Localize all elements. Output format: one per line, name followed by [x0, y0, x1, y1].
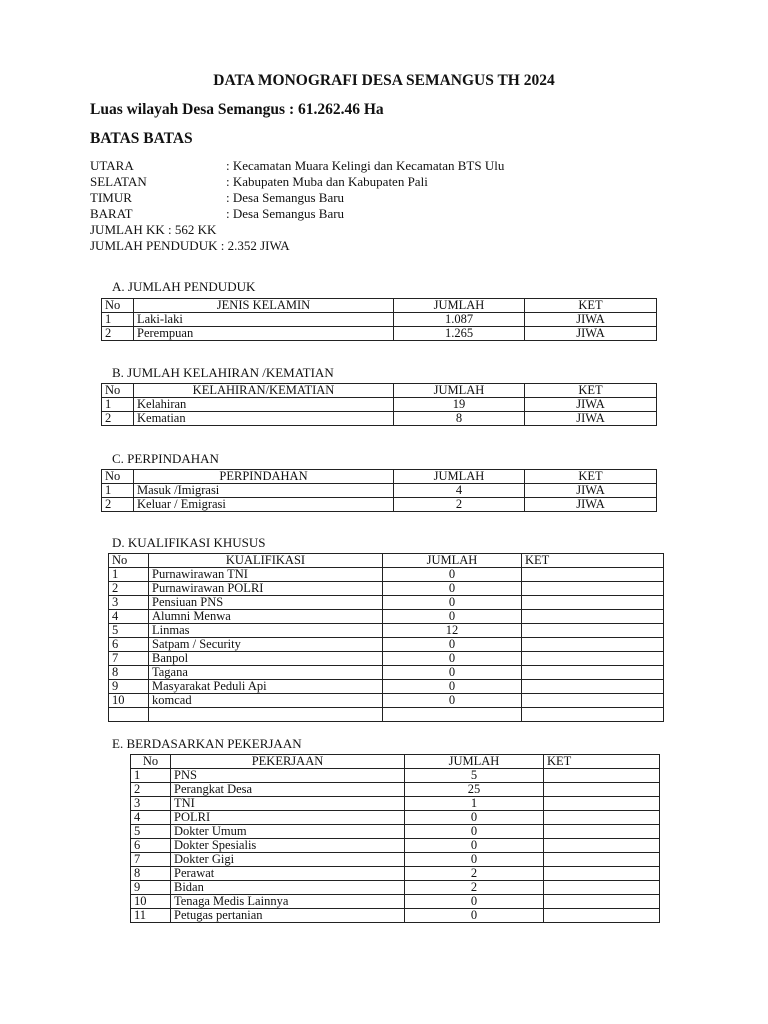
cell-category: Dokter Spesialis [171, 839, 405, 853]
cell-note [544, 783, 660, 797]
cell-category: Keluar / Emigrasi [134, 498, 394, 512]
cell-category: komcad [149, 694, 383, 708]
cell-no: 2 [109, 582, 149, 596]
header-no: No [102, 384, 134, 398]
section-d-title: D. KUALIFIKASI KHUSUS [112, 535, 266, 550]
cell-category: PNS [171, 769, 405, 783]
cell-no: 7 [131, 853, 171, 867]
table-row [102, 398, 657, 412]
cell-no: 5 [109, 624, 149, 638]
cell-category: Tagana [149, 666, 383, 680]
cell-note [544, 839, 660, 853]
cell-category: Dokter Umum [171, 825, 405, 839]
table-header-row [102, 299, 657, 313]
table-row [109, 694, 664, 708]
cell-note [522, 652, 664, 666]
cell-count: 1.265 [394, 327, 525, 341]
cell-note [522, 624, 664, 638]
table-row [131, 797, 660, 811]
cell-note [544, 909, 660, 923]
cell-no: 2 [102, 412, 134, 426]
cell-count: 2 [405, 867, 544, 881]
cell-note [522, 582, 664, 596]
table-row [109, 582, 664, 596]
cell-count: 0 [383, 596, 522, 610]
cell-category: Purnawirawan POLRI [149, 582, 383, 596]
table-row [131, 881, 660, 895]
cell-count: 0 [383, 610, 522, 624]
cell-category: Petugas pertanian [171, 909, 405, 923]
cell-count: 4 [394, 484, 525, 498]
cell-category: Perempuan [134, 327, 394, 341]
cell-count: 0 [383, 652, 522, 666]
header-category: PEKERJAAN [171, 755, 405, 769]
cell-note [544, 853, 660, 867]
cell-note: JIWA [525, 498, 657, 512]
boundary-label: SELATAN [90, 174, 147, 189]
cell-no: 4 [131, 811, 171, 825]
header-count: JUMLAH [394, 299, 525, 313]
special-qualification-table [108, 553, 664, 722]
cell-count: 0 [383, 694, 522, 708]
cell-count: 0 [383, 568, 522, 582]
cell-note [544, 811, 660, 825]
section-a-title: A. JUMLAH PENDUDUK [112, 279, 256, 294]
cell-no: 6 [109, 638, 149, 652]
cell-category: TNI [171, 797, 405, 811]
header-category: JENIS KELAMIN [134, 299, 394, 313]
header-count: JUMLAH [383, 554, 522, 568]
household-count: JUMLAH KK : 562 KK [90, 222, 217, 237]
cell-note [522, 610, 664, 624]
table-row [109, 638, 664, 652]
cell-no: 7 [109, 652, 149, 666]
cell-no: 2 [102, 498, 134, 512]
table-row [109, 624, 664, 638]
cell-count: 25 [405, 783, 544, 797]
occupation-table [130, 754, 660, 923]
boundary-label: BARAT [90, 206, 133, 221]
cell-no: 4 [109, 610, 149, 624]
boundary-label: UTARA [90, 158, 134, 173]
cell-count: 12 [383, 624, 522, 638]
table-row [131, 769, 660, 783]
table-row [131, 909, 660, 923]
cell-count: 2 [405, 881, 544, 895]
cell-count: 8 [394, 412, 525, 426]
cell-count: 0 [383, 582, 522, 596]
header-count: JUMLAH [394, 384, 525, 398]
cell-count: 2 [394, 498, 525, 512]
boundary-value: : Desa Semangus Baru [226, 206, 345, 221]
table-header-row [102, 470, 657, 484]
header-note: KET [525, 384, 657, 398]
table-row [109, 708, 664, 722]
section-b-title: B. JUMLAH KELAHIRAN /KEMATIAN [112, 365, 334, 380]
cell-category: Banpol [149, 652, 383, 666]
table-row [131, 825, 660, 839]
cell-category: Kematian [134, 412, 394, 426]
header-no: No [102, 470, 134, 484]
cell-category: Laki-laki [134, 313, 394, 327]
cell-note [544, 867, 660, 881]
birth-death-table [101, 383, 657, 426]
table-row [109, 680, 664, 694]
table-row [109, 568, 664, 582]
cell-category: Tenaga Medis Lainnya [171, 895, 405, 909]
table-row [102, 412, 657, 426]
cell-no: 1 [102, 313, 134, 327]
cell-no: 5 [131, 825, 171, 839]
cell-count: 1 [405, 797, 544, 811]
table-row [131, 839, 660, 853]
cell-count: 0 [405, 825, 544, 839]
cell-no: 2 [131, 783, 171, 797]
cell-note [522, 568, 664, 582]
table-row [131, 867, 660, 881]
document-title: DATA MONOGRAFI DESA SEMANGUS TH 2024 [213, 72, 555, 89]
header-category: KELAHIRAN/KEMATIAN [134, 384, 394, 398]
cell-note [544, 895, 660, 909]
cell-count: 0 [405, 811, 544, 825]
cell-category: Bidan [171, 881, 405, 895]
cell-count: 0 [405, 853, 544, 867]
cell-category: Linmas [149, 624, 383, 638]
header-no: No [131, 755, 171, 769]
cell-note [544, 769, 660, 783]
cell-count: 1.087 [394, 313, 525, 327]
cell-category: Dokter Gigi [171, 853, 405, 867]
cell-count: 0 [405, 909, 544, 923]
table-row [102, 327, 657, 341]
cell-count: 19 [394, 398, 525, 412]
cell-note: JIWA [525, 313, 657, 327]
header-note: KET [525, 299, 657, 313]
cell-note [544, 881, 660, 895]
cell-category: Pensiuan PNS [149, 596, 383, 610]
cell-note [544, 797, 660, 811]
table-row [131, 811, 660, 825]
cell-note: JIWA [525, 412, 657, 426]
table-row [109, 596, 664, 610]
table-row [109, 610, 664, 624]
cell-no: 10 [109, 694, 149, 708]
cell-note [522, 694, 664, 708]
cell-count: 0 [405, 839, 544, 853]
table-row [131, 895, 660, 909]
cell-no: 1 [131, 769, 171, 783]
cell-count [383, 708, 522, 722]
table-row [102, 313, 657, 327]
section-c-title: C. PERPINDAHAN [112, 451, 219, 466]
table-row [109, 666, 664, 680]
cell-no: 8 [131, 867, 171, 881]
header-category: PERPINDAHAN [134, 470, 394, 484]
cell-note [522, 638, 664, 652]
header-count: JUMLAH [405, 755, 544, 769]
population-count: JUMLAH PENDUDUK : 2.352 JIWA [90, 238, 290, 253]
cell-category: Purnawirawan TNI [149, 568, 383, 582]
header-category: KUALIFIKASI [149, 554, 383, 568]
cell-category: Masuk /Imigrasi [134, 484, 394, 498]
cell-no: 10 [131, 895, 171, 909]
cell-note [522, 680, 664, 694]
table-header-row [109, 554, 664, 568]
table-row [131, 853, 660, 867]
cell-category: Kelahiran [134, 398, 394, 412]
cell-no: 1 [102, 398, 134, 412]
cell-category: Alumni Menwa [149, 610, 383, 624]
section-e-title: E. BERDASARKAN PEKERJAAN [112, 736, 302, 751]
cell-note: JIWA [525, 327, 657, 341]
header-note: KET [544, 755, 660, 769]
boundary-label: TIMUR [90, 190, 132, 205]
cell-count: 0 [383, 666, 522, 680]
cell-category: Masyarakat Peduli Api [149, 680, 383, 694]
header-note: KET [525, 470, 657, 484]
table-header-row [131, 755, 660, 769]
cell-no: 9 [131, 881, 171, 895]
cell-no: 1 [102, 484, 134, 498]
cell-no: 6 [131, 839, 171, 853]
cell-note [544, 825, 660, 839]
cell-note [522, 708, 664, 722]
cell-no: 3 [131, 797, 171, 811]
cell-category: Satpam / Security [149, 638, 383, 652]
cell-category [149, 708, 383, 722]
boundary-value: : Kabupaten Muba dan Kabupaten Pali [226, 174, 428, 189]
table-row [109, 652, 664, 666]
cell-count: 0 [383, 680, 522, 694]
cell-category: Perangkat Desa [171, 783, 405, 797]
cell-note [522, 666, 664, 680]
boundary-value: : Kecamatan Muara Kelingi dan Kecamatan BTS Ulu [226, 158, 505, 173]
cell-no: 2 [102, 327, 134, 341]
boundaries-heading: BATAS BATAS [90, 130, 193, 147]
table-row [131, 783, 660, 797]
cell-no [109, 708, 149, 722]
cell-no: 3 [109, 596, 149, 610]
header-note: KET [522, 554, 664, 568]
cell-no: 9 [109, 680, 149, 694]
cell-no: 8 [109, 666, 149, 680]
table-row [102, 484, 657, 498]
cell-note: JIWA [525, 398, 657, 412]
cell-category: POLRI [171, 811, 405, 825]
cell-note: JIWA [525, 484, 657, 498]
cell-category: Perawat [171, 867, 405, 881]
boundary-value: : Desa Semangus Baru [226, 190, 345, 205]
cell-count: 0 [383, 638, 522, 652]
cell-no: 1 [109, 568, 149, 582]
cell-no: 11 [131, 909, 171, 923]
header-no: No [109, 554, 149, 568]
migration-table [101, 469, 657, 512]
header-count: JUMLAH [394, 470, 525, 484]
cell-count: 5 [405, 769, 544, 783]
population-table [101, 298, 657, 341]
cell-count: 0 [405, 895, 544, 909]
cell-note [522, 596, 664, 610]
area-statement: Luas wilayah Desa Semangus : 61.262.46 Ha [90, 101, 384, 118]
header-no: No [102, 299, 134, 313]
table-row [102, 498, 657, 512]
table-header-row [102, 384, 657, 398]
